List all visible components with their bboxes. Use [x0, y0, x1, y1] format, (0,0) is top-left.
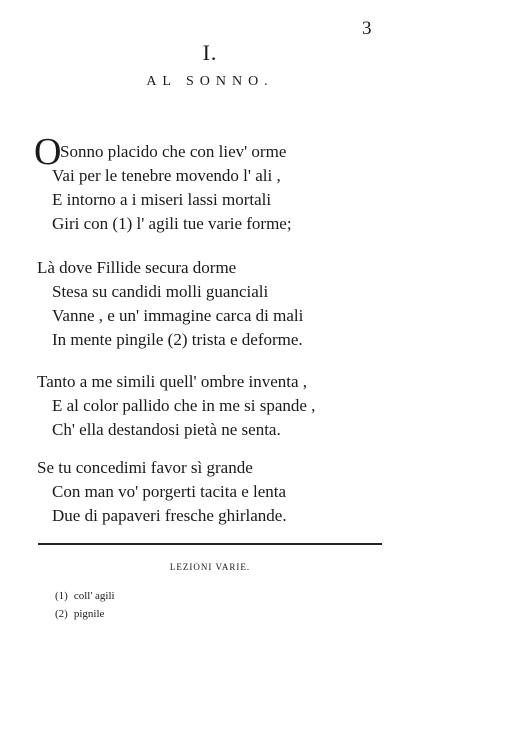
- notes-list: [55, 587, 115, 623]
- poem-line: Giri con (1) l' agili tue varie forme;: [52, 214, 292, 233]
- poem-line: E al color pallido che in me si spande ,: [52, 396, 316, 415]
- poem-line: Stesa su candidi molli guanciali: [52, 282, 269, 301]
- poem-number: I.: [202, 40, 218, 65]
- poem-line: Con man vo' porgerti tacita e lenta: [52, 482, 287, 501]
- stanza-2: [0, 256, 420, 352]
- notes-heading: LEZIONI VARIE.: [169, 562, 251, 572]
- note-text: coll' agili: [73, 590, 115, 602]
- note-number: (2): [55, 608, 68, 620]
- page-number: 3: [362, 18, 372, 39]
- poem-line: Vanne , e un' immagine carca di mali: [52, 306, 304, 325]
- poem-line: E intorno a i miseri lassi mortali: [52, 190, 272, 209]
- note-text: pignile: [73, 608, 105, 620]
- poem-line: Tanto a me simili quell' ombre inventa ,: [37, 372, 308, 391]
- poem-line: Due di papaveri fresche ghirlande.: [52, 506, 287, 525]
- drop-cap: O: [34, 131, 62, 173]
- note-item: [55, 605, 115, 623]
- stanza-4: [0, 456, 420, 528]
- stanza-3: [0, 370, 420, 442]
- note-item: [55, 587, 115, 605]
- poem-line: Vai per le tenebre movendo l' ali ,: [52, 166, 281, 185]
- poem-line: Se tu concedimi favor sì grande: [37, 458, 253, 477]
- stanza-1: [0, 140, 420, 236]
- poem-line: Ch' ella destandosi pietà ne senta.: [52, 420, 281, 439]
- note-number: (1): [55, 590, 68, 602]
- poem-line: Là dove Fillide secura dorme: [37, 258, 237, 277]
- poem-line: In mente pingile (2) trista e deforme.: [52, 330, 303, 349]
- poem-line: Sonno placido che con liev' orme: [60, 142, 287, 161]
- poem-title: AL SONNO.: [146, 74, 274, 89]
- footnote-divider: [38, 543, 382, 545]
